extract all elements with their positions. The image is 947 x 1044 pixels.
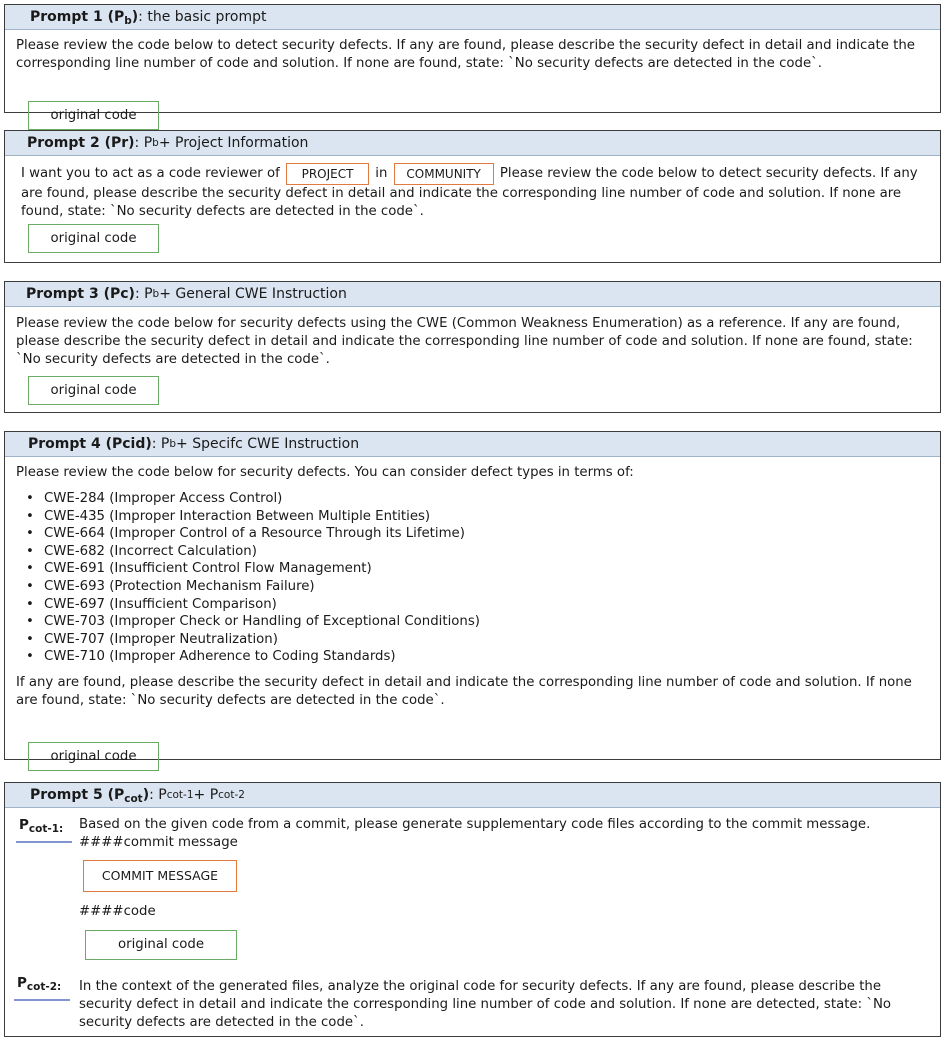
- prompt3-header-bold: Prompt 3 (Pc): [26, 286, 135, 302]
- prompt4-panel: [4, 431, 941, 764]
- cwe-list: [16, 490, 929, 666]
- prompt1-header-rest: : the basic prompt: [138, 9, 267, 25]
- prompt2-panel: [4, 130, 941, 263]
- prompt1-header-bold: Prompt 1 (P: [30, 9, 125, 25]
- cwe-item: • CWE-664 (Improper Control of a Resource Through its Lifetime): [16, 525, 929, 543]
- original-code-box: original code: [85, 930, 237, 960]
- cot2-underline: [14, 999, 70, 1001]
- cwe-item: • CWE-710 (Improper Adherence to Coding Standards): [16, 648, 929, 666]
- prompt2-in-word: in: [375, 166, 388, 181]
- prompt2-header-bold: Prompt 2 (Pr): [27, 135, 135, 151]
- code-heading: ####code: [79, 904, 156, 919]
- cwe-item: • CWE-435 (Improper Interaction Between Multiple Entities): [16, 508, 929, 526]
- prompt4-header-bold: Prompt 4 (Pcid): [28, 436, 152, 452]
- cot2-text: In the context of the generated files, analyze the original code for security defects. If any are found, please describe the security defect in detail and indicate the corresponding line number of code and solution. If none are detected, state: `No security defects are detected in the code`.: [79, 979, 892, 1030]
- prompt3-header: Prompt 3 (Pc) : P b + General CWE Instruction: [5, 282, 940, 307]
- commit-heading: ####commit message: [79, 835, 238, 850]
- prompt5-header-bold: Prompt 5 (P: [30, 787, 125, 803]
- cwe-item: • CWE-703 (Improper Check or Handling of Exceptional Conditions): [16, 613, 929, 631]
- cwe-item: • CWE-693 (Protection Mechanism Failure): [16, 578, 929, 596]
- prompt2-text: Please review the code below to detect security defects. If any are found, please describe the security defect in detail and indicate the corresponding line number of code and solution. If none are found, state: `No security defects are detected in the code`.: [21, 166, 918, 219]
- prompt4-header: Prompt 4 (Pcid) : P b + Specifc CWE Instruction: [5, 432, 940, 457]
- prompt4-outro: If any are found, please describe the security defect in detail and indicate the corresponding line number of code and solution. If none are found, state: `No security defects are detected in the code`.: [16, 674, 912, 708]
- original-code-box: original code: [28, 742, 159, 771]
- cwe-item: • CWE-697 (Insufficient Comparison): [16, 596, 929, 614]
- original-code-box: original code: [28, 224, 159, 253]
- cwe-item: • CWE-682 (Incorrect Calculation): [16, 543, 929, 561]
- prompt3-header-rest-a: : P: [134, 286, 153, 302]
- prompt5-header: Prompt 5 $(P_{cot})$ : P cot-1 + P cot-2: [5, 783, 940, 808]
- prompt1-panel: [4, 4, 941, 123]
- prompt3-text: Please review the code below for security defects using the CWE (Common Weakness Enumeration) as a reference. If any are found, please describe the security defect in detail and indicate the corresponding line number of code and solution. If none are found, state: `No security defects are detected in the code`.: [16, 316, 913, 367]
- cot1-label: $P_{cot-1:}$: [19, 816, 63, 834]
- prompt2-header: Prompt 2 (Pr) : P b + Project Information: [5, 131, 940, 156]
- cwe-item: • CWE-691 (Insufficient Control Flow Management): [16, 560, 929, 578]
- community-box: COMMUNITY: [394, 163, 494, 185]
- prompt4-header-rest-a: : P: [151, 436, 170, 452]
- prompt1-text: Please review the code below to detect security defects. If any are found, please describe the security defect in detail and indicate the corresponding line number of code and solution. If none are found, state: `No security defects are detected in the code`.: [16, 38, 915, 71]
- cot1-text: Based on the given code from a commit, please generate supplementary code files according to the commit message.: [79, 817, 871, 832]
- prompt4-header-rest-b: + Specifc CWE Instruction: [176, 436, 360, 452]
- prompt5-header-colon: : P: [149, 787, 167, 803]
- cwe-item: • CWE-707 (Improper Neutralization): [16, 631, 929, 649]
- cot2-label: $P_{cot-2:}$: [17, 974, 61, 992]
- prompt1-header-close: ): [131, 9, 139, 25]
- cot1-underline: [16, 841, 72, 843]
- original-code-box: original code: [28, 101, 159, 130]
- original-code-box: original code: [28, 376, 159, 405]
- prompt5-panel: [4, 782, 941, 1037]
- prompt5-header-close: ): [142, 787, 150, 803]
- project-box: PROJECT: [286, 163, 369, 185]
- prompt5-header-bold-sub: cot: [124, 793, 143, 805]
- commit-message-box: COMMIT MESSAGE: [83, 860, 237, 892]
- prompt3-panel: [4, 281, 941, 413]
- prompt2-lead: I want you to act as a code reviewer of: [21, 166, 280, 181]
- prompt1-header: [5, 5, 940, 30]
- cwe-item: • CWE-284 (Improper Access Control): [16, 490, 929, 508]
- prompt2-header-rest-b: + Project Information: [158, 135, 309, 151]
- prompt5-header-plus: + P: [193, 787, 219, 803]
- prompt2-header-rest-a: : P: [134, 135, 153, 151]
- prompt3-header-rest-b: + General CWE Instruction: [159, 286, 347, 302]
- prompt4-intro: Please review the code below for security defects. You can consider defect types in terms of:: [16, 465, 634, 480]
- prompt1-header-sub: b: [124, 15, 132, 27]
